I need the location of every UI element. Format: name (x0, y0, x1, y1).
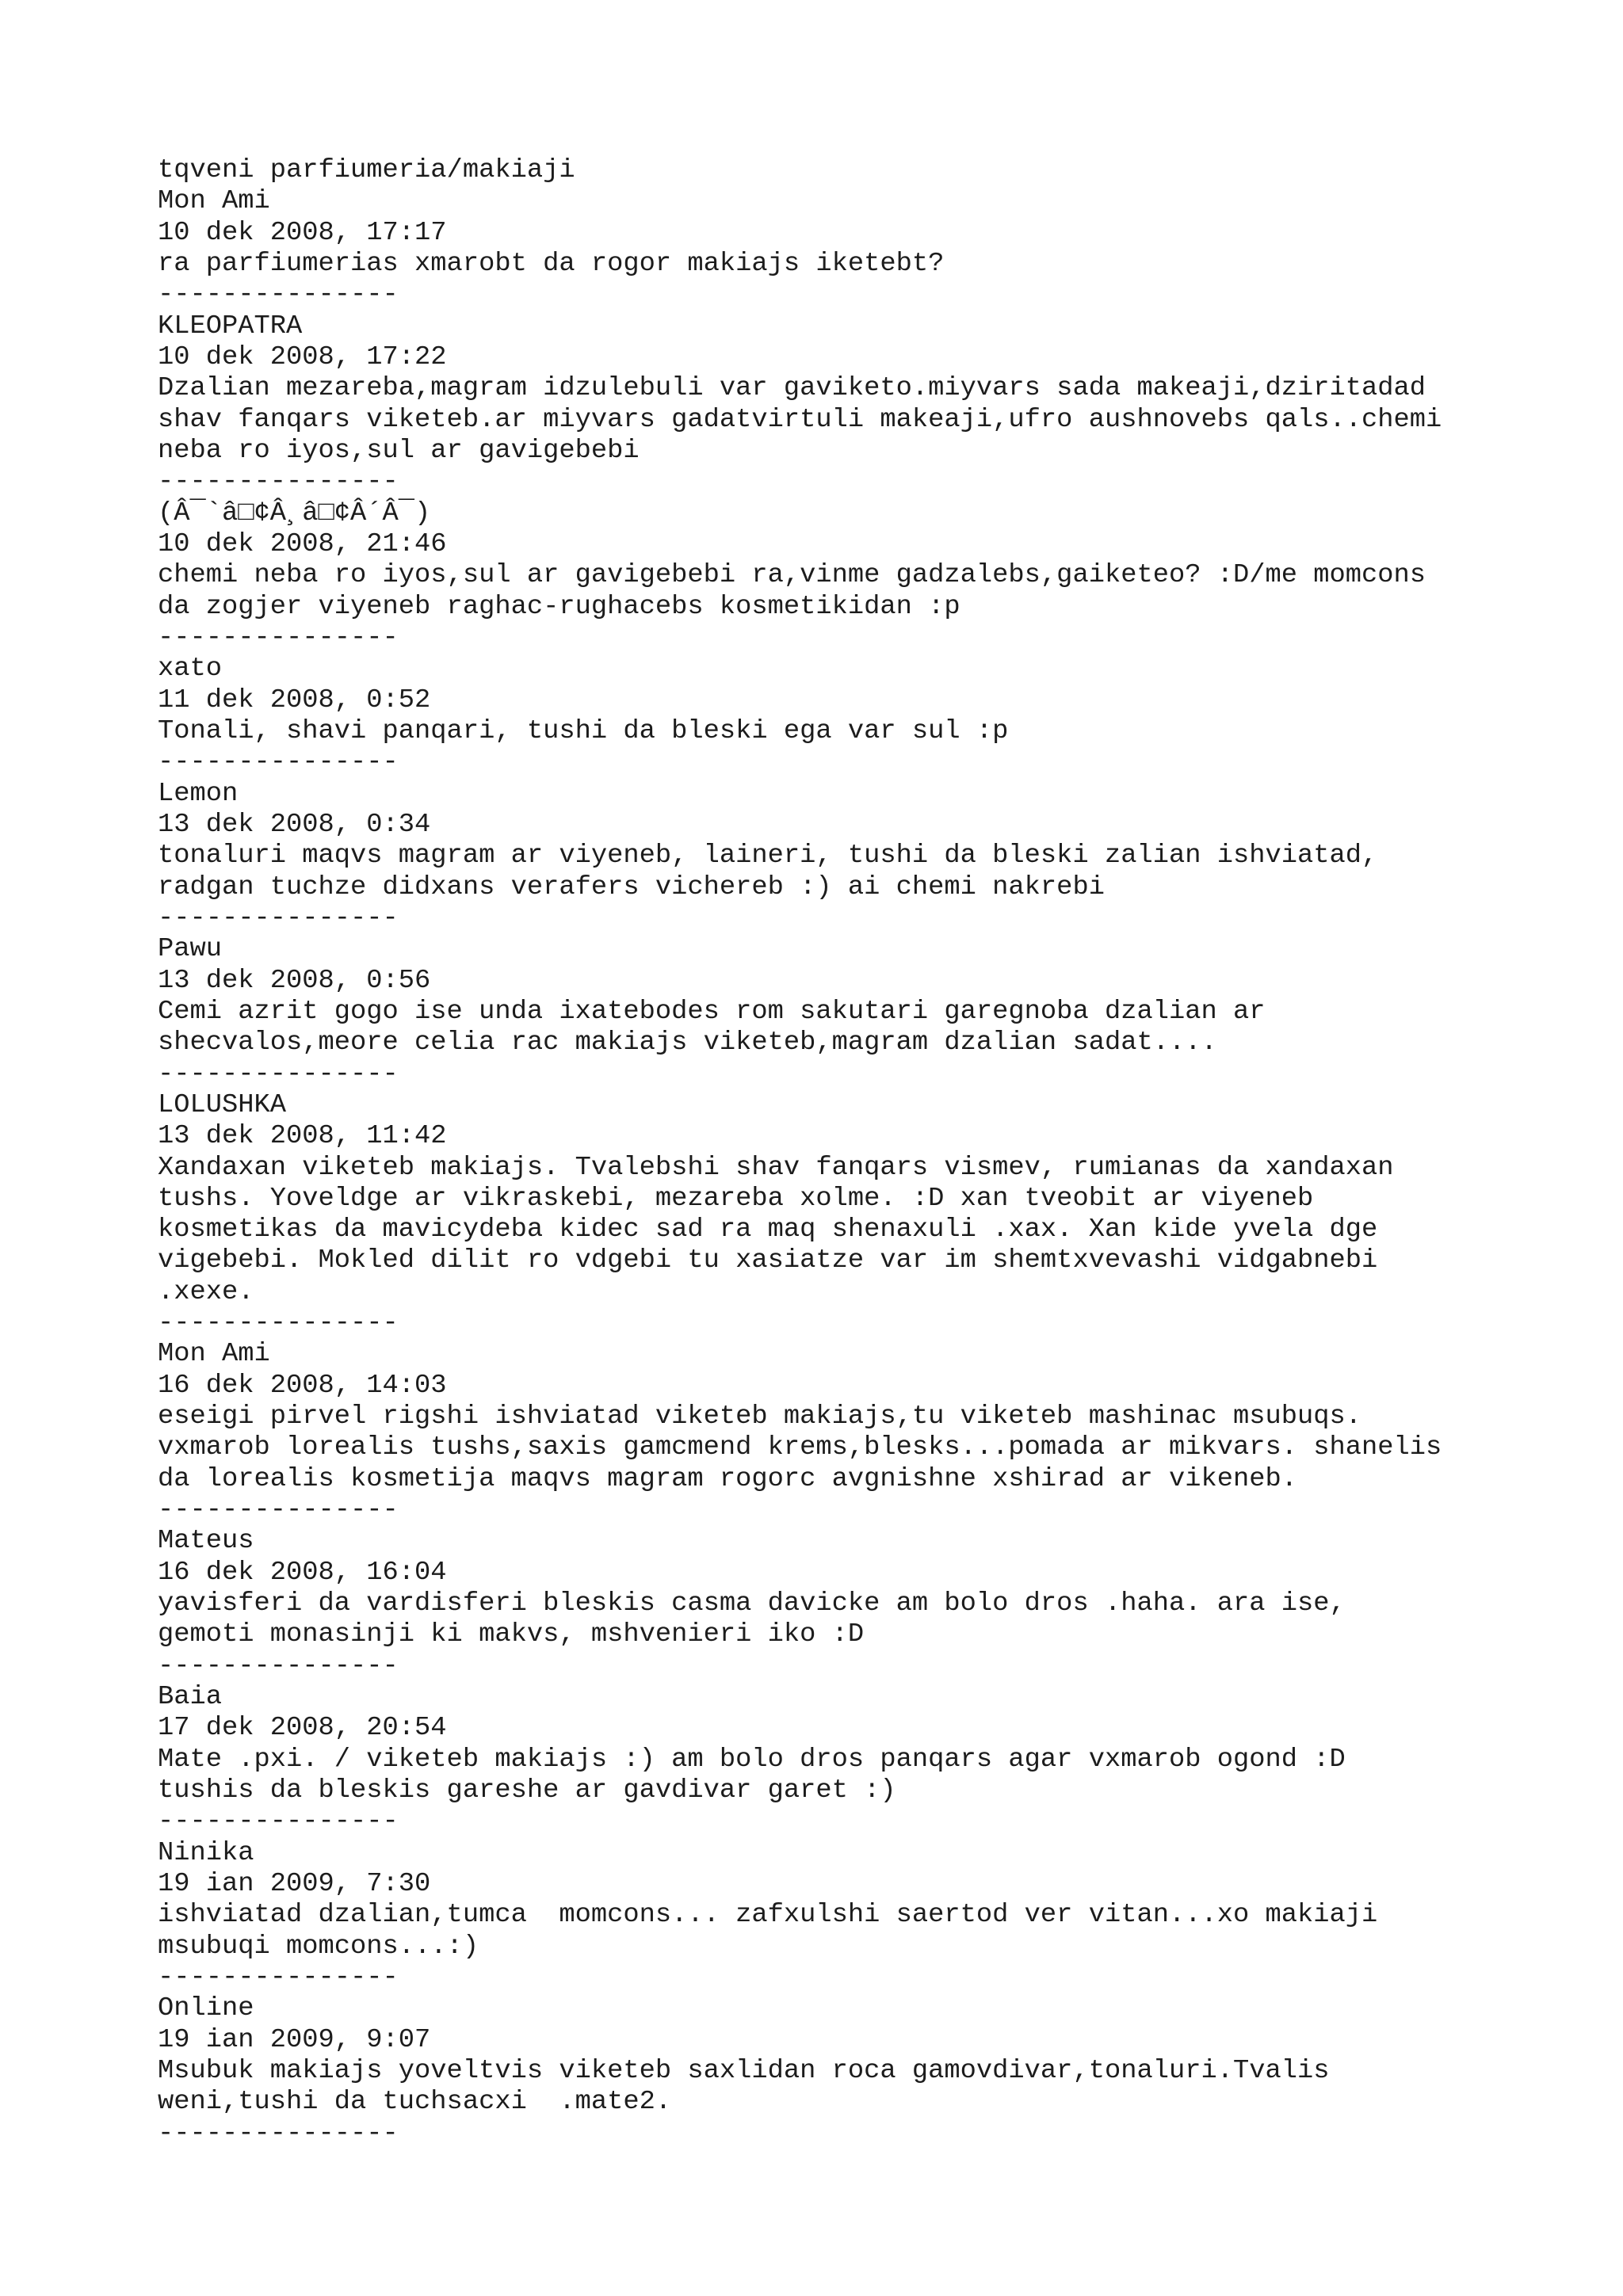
post-date: 13 dek 2008, 0:34 (158, 809, 431, 840)
post-date: 16 dek 2008, 16:04 (158, 1557, 447, 1588)
post-separator: --------------- (158, 1962, 399, 1993)
forum-post (158, 779, 1623, 935)
post-separator: --------------- (158, 902, 399, 933)
post-body-line: vxmarob lorealis tushs,saxis gamcmend krems,blesks...pomada ar mikvars. shanelis (158, 1432, 1442, 1463)
post-body-line: da lorealis kosmetija maqvs magram rogorc avgnishne xshirad ar vikeneb. (158, 1463, 1297, 1494)
post-body-line: neba ro iyos,sul ar gavigebebi (158, 435, 640, 466)
forum-post (158, 654, 1623, 778)
post-body-line: tushs. Yoveldge ar vikraskebi, mezareba xolme. :D xan tveobit ar viyeneb (158, 1183, 1314, 1214)
post-body-line: gemoti monasinji ki makvs, mshvenieri iko :D (158, 1619, 865, 1650)
post-author: Mon Ami (158, 1339, 270, 1370)
post-author: xato (158, 654, 223, 685)
post-body-line: eseigi pirvel rigshi ishviatad viketeb makiajs,tu viketeb mashinac msubuqs. (158, 1402, 1361, 1432)
forum-post (158, 1993, 1623, 2149)
post-body-line: vigebebi. Mokled dilit ro vdgebi tu xasiatze var im shemtxvevashi vidgabnebi (158, 1245, 1378, 1276)
forum-post (158, 1682, 1623, 1838)
post-date: 17 dek 2008, 20:54 (158, 1713, 447, 1744)
post-body-line: yavisferi da vardisferi bleskis casma davicke am bolo dros .haha. ara ise, (158, 1589, 1346, 1619)
post-body-line: chemi neba ro iyos,sul ar gavigebebi ra,vinme gadzalebs,gaiketeo? :D/me momcons (158, 560, 1426, 591)
post-author: Lemon (158, 778, 239, 809)
post-separator: --------------- (158, 1650, 399, 1681)
post-date: 16 dek 2008, 14:03 (158, 1370, 447, 1401)
post-date: 13 dek 2008, 11:42 (158, 1121, 447, 1152)
post-body-line: .xexe. (158, 1276, 254, 1307)
post-date: 19 ian 2009, 7:30 (158, 1869, 431, 1900)
forum-post (158, 1339, 1623, 1526)
post-author: Pawu (158, 934, 223, 965)
post-separator: --------------- (158, 622, 399, 653)
forum-post (158, 1090, 1623, 1340)
post-author: (Â¯`â□¢Â¸â□¢Â´Â¯) (158, 498, 431, 528)
post-list (158, 186, 1623, 2149)
post-date: 19 ian 2009, 9:07 (158, 2024, 431, 2055)
post-body-line: tonaluri maqvs magram ar viyeneb, laineri, tushi da bleski zalian ishviatad, (158, 841, 1378, 871)
post-body-line: weni,tushi da tuchsacxi .mate2. (158, 2087, 672, 2118)
forum-post (158, 1526, 1623, 1682)
post-body-line: Dzalian mezareba,magram idzulebuli var gaviketo.miyvars sada makeaji,dziritadad (158, 373, 1426, 404)
post-body-line: radgan tuchze didxans verafers vichereb :) ai chemi nakrebi (158, 871, 1105, 902)
post-separator: --------------- (158, 280, 399, 311)
forum-post (158, 498, 1623, 654)
post-separator: --------------- (158, 1806, 399, 1837)
post-separator: --------------- (158, 467, 399, 498)
post-body-line: Tonali, shavi panqari, tushi da bleski ega var sul :p (158, 715, 1009, 746)
post-author: KLEOPATRA (158, 311, 303, 341)
post-date: 10 dek 2008, 17:22 (158, 341, 447, 372)
post-author: Mon Ami (158, 186, 270, 217)
post-body-line: Cemi azrit gogo ise unda ixatebodes rom sakutari garegnoba dzalian ar (158, 996, 1266, 1027)
forum-post (158, 934, 1623, 1090)
post-author: Online (158, 1993, 254, 2024)
forum-post (158, 186, 1623, 311)
post-author: Mateus (158, 1526, 254, 1557)
post-body-line: da zogjer viyeneb raghac-rughacebs kosmetikidan :p (158, 591, 960, 622)
forum-post (158, 1838, 1623, 1994)
post-body-line: ishviatad dzalian,tumca momcons... zafxulshi saertod ver vitan...xo makiaji (158, 1900, 1378, 1931)
post-body-line: Mate .pxi. / viketeb makiajs :) am bolo dros panqars agar vxmarob ogond :D (158, 1744, 1346, 1775)
post-separator: --------------- (158, 1308, 399, 1339)
post-body-line: msubuqi momcons...:) (158, 1931, 479, 1962)
post-author: LOLUSHKA (158, 1089, 287, 1120)
post-body-line: shav fanqars viketeb.ar miyvars gadatvirtuli makeaji,ufro aushnovebs qals..chemi (158, 404, 1442, 435)
post-separator: --------------- (158, 747, 399, 778)
post-separator: --------------- (158, 1495, 399, 1526)
post-author: Baia (158, 1682, 223, 1713)
post-body-line: kosmetikas da mavicydeba kidec sad ra maq shenaxuli .xax. Xan kide yvela dge (158, 1215, 1378, 1245)
forum-post (158, 311, 1623, 498)
post-body-line: Msubuk makiajs yoveltvis viketeb saxlidan roca gamovdivar,tonaluri.Tvalis (158, 2056, 1330, 2087)
post-author: Ninika (158, 1837, 254, 1868)
post-date: 10 dek 2008, 21:46 (158, 528, 447, 559)
post-date: 10 dek 2008, 17:17 (158, 217, 447, 248)
post-date: 13 dek 2008, 0:56 (158, 965, 431, 996)
post-body-line: ra parfiumerias xmarobt da rogor makiajs iketebt? (158, 248, 945, 279)
post-separator: --------------- (158, 1058, 399, 1089)
post-separator: --------------- (158, 2118, 399, 2149)
post-date: 11 dek 2008, 0:52 (158, 685, 431, 715)
thread-title: tqveni parfiumeria/makiaji (158, 155, 575, 185)
post-body-line: tushis da bleskis gareshe ar gavdivar garet :) (158, 1775, 896, 1806)
post-body-line: shecvalos,meore celia rac makiajs viketeb,magram dzalian sadat.... (158, 1028, 1217, 1058)
post-body-line: Xandaxan viketeb makiajs. Tvalebshi shav fanqars vismev, rumianas da xandaxan (158, 1152, 1394, 1183)
